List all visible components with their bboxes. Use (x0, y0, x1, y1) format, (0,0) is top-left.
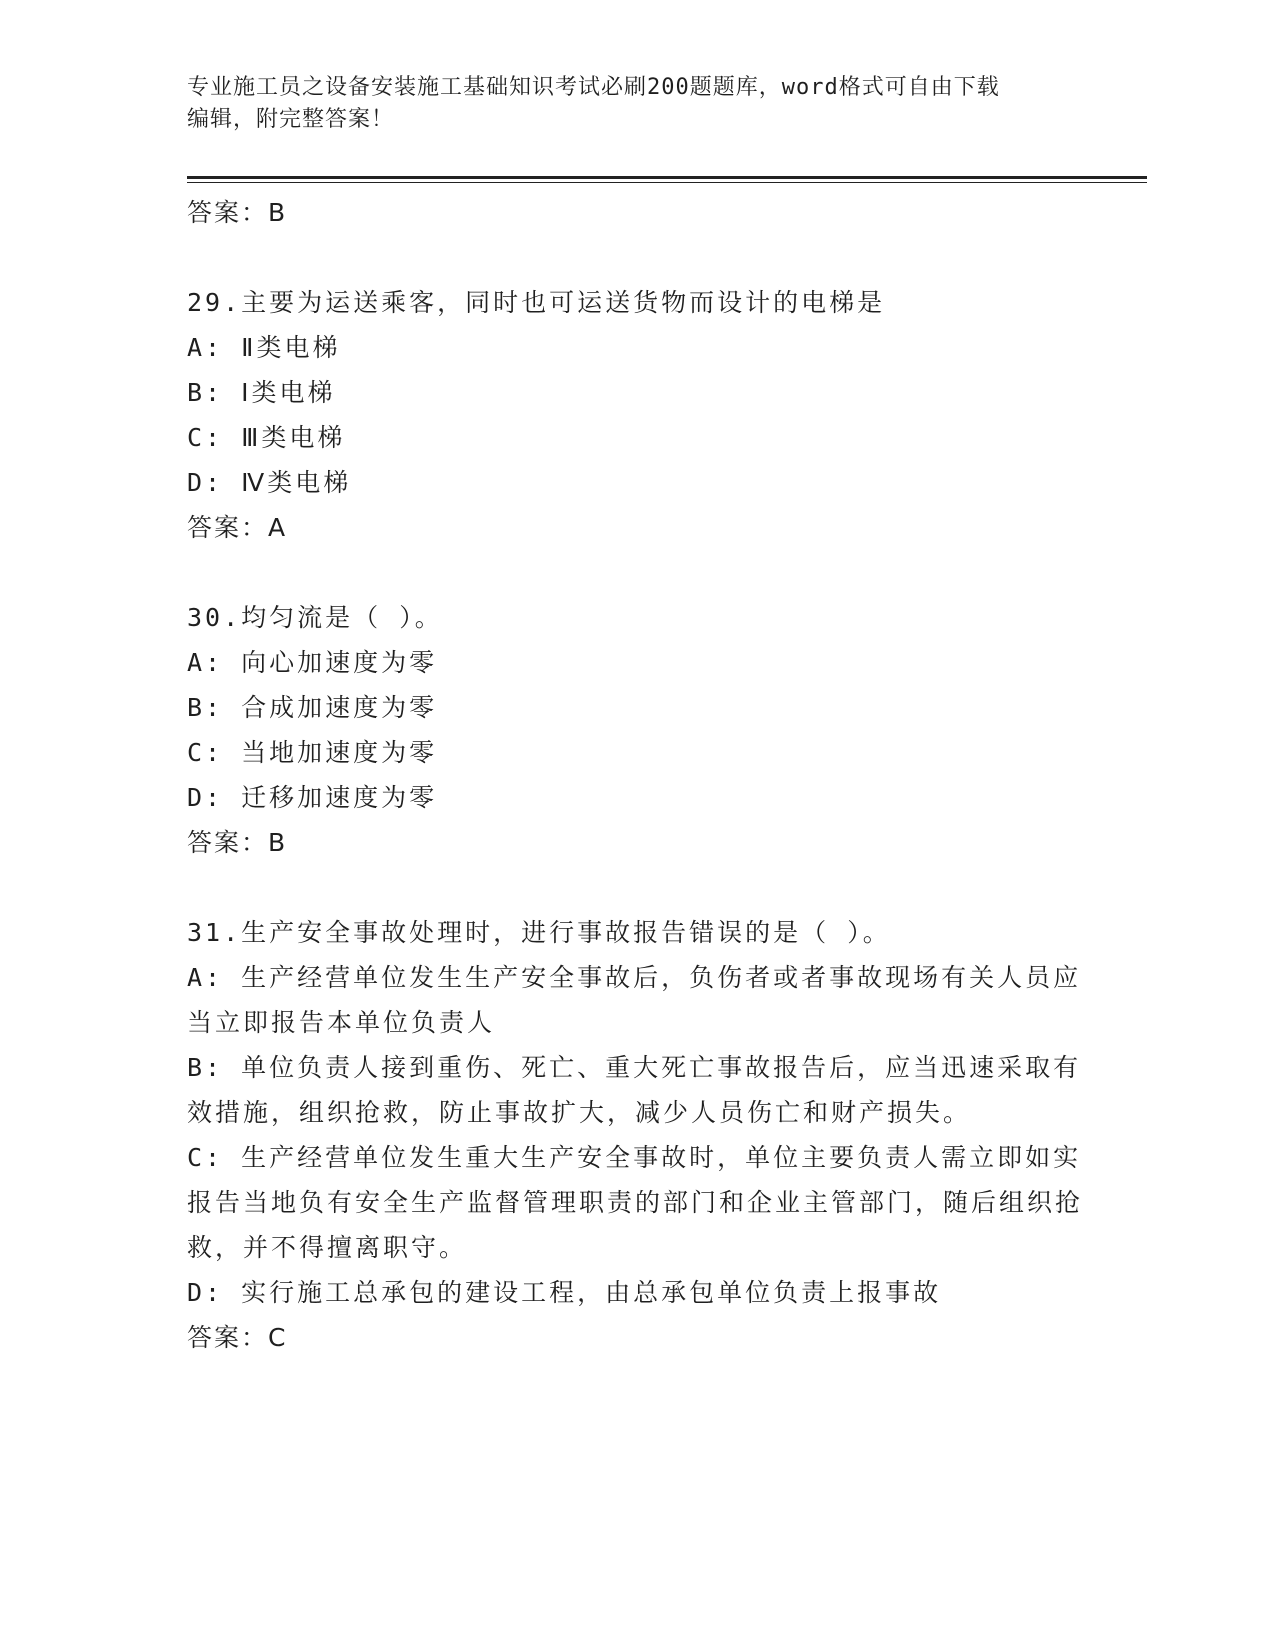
question-29-option-a: A: Ⅱ类电梯 (187, 333, 341, 362)
question-29 (187, 280, 1087, 550)
question-31 (187, 910, 1087, 1360)
spacer (187, 235, 1087, 280)
header-line-1: 专业施工员之设备安装施工基础知识考试必刷200题题库，word格式可自由下载 (187, 75, 1000, 100)
question-30-text: 30.均匀流是（ ）。 (187, 603, 443, 632)
spacer (187, 550, 1087, 595)
question-29-option-d: D: Ⅳ类电梯 (187, 468, 352, 497)
answer-28: 答案：B (187, 198, 288, 227)
question-30-option-b: B: 合成加速度为零 (187, 693, 438, 722)
question-30-option-c: C: 当地加速度为零 (187, 738, 438, 767)
question-29-option-c: C: Ⅲ类电梯 (187, 423, 346, 452)
question-31-option-c: C: 生产经营单位发生重大生产安全事故时，单位主要负责人需立即如实报告当地负有安全生产监督管理职责的部门和企业主管部门，随后组织抢救，并不得擅离职守。 (187, 1143, 1084, 1262)
document-header (187, 72, 1087, 136)
question-31-answer: 答案：C (187, 1323, 288, 1352)
question-29-option-b: B: Ⅰ类电梯 (187, 378, 336, 407)
question-31-option-b: B: 单位负责人接到重伤、死亡、重大死亡事故报告后，应当迅速采取有效措施，组织抢救，防止事故扩大，减少人员伤亡和财产损失。 (187, 1053, 1082, 1127)
question-29-answer: 答案：A (187, 513, 288, 542)
question-31-option-a: A: 生产经营单位发生生产安全事故后，负伤者或者事故现场有关人员应当立即报告本单位负责人 (187, 963, 1082, 1037)
question-31-option-d: D: 实行施工总承包的建设工程，由总承包单位负责上报事故 (187, 1278, 942, 1307)
header-line-2: 编辑，附完整答案！ (187, 107, 395, 132)
question-30 (187, 595, 1087, 865)
question-29-text: 29.主要为运送乘客，同时也可运送货物而设计的电梯是 (187, 288, 886, 317)
header-divider-thin (187, 182, 1147, 183)
question-30-answer: 答案：B (187, 828, 288, 857)
question-30-option-d: D: 迁移加速度为零 (187, 783, 438, 812)
spacer (187, 865, 1087, 910)
question-31-text: 31.生产安全事故处理时，进行事故报告错误的是（ ）。 (187, 918, 891, 947)
header-divider-thick (187, 176, 1147, 179)
document-content (187, 190, 1087, 1360)
question-30-option-a: A: 向心加速度为零 (187, 648, 438, 677)
